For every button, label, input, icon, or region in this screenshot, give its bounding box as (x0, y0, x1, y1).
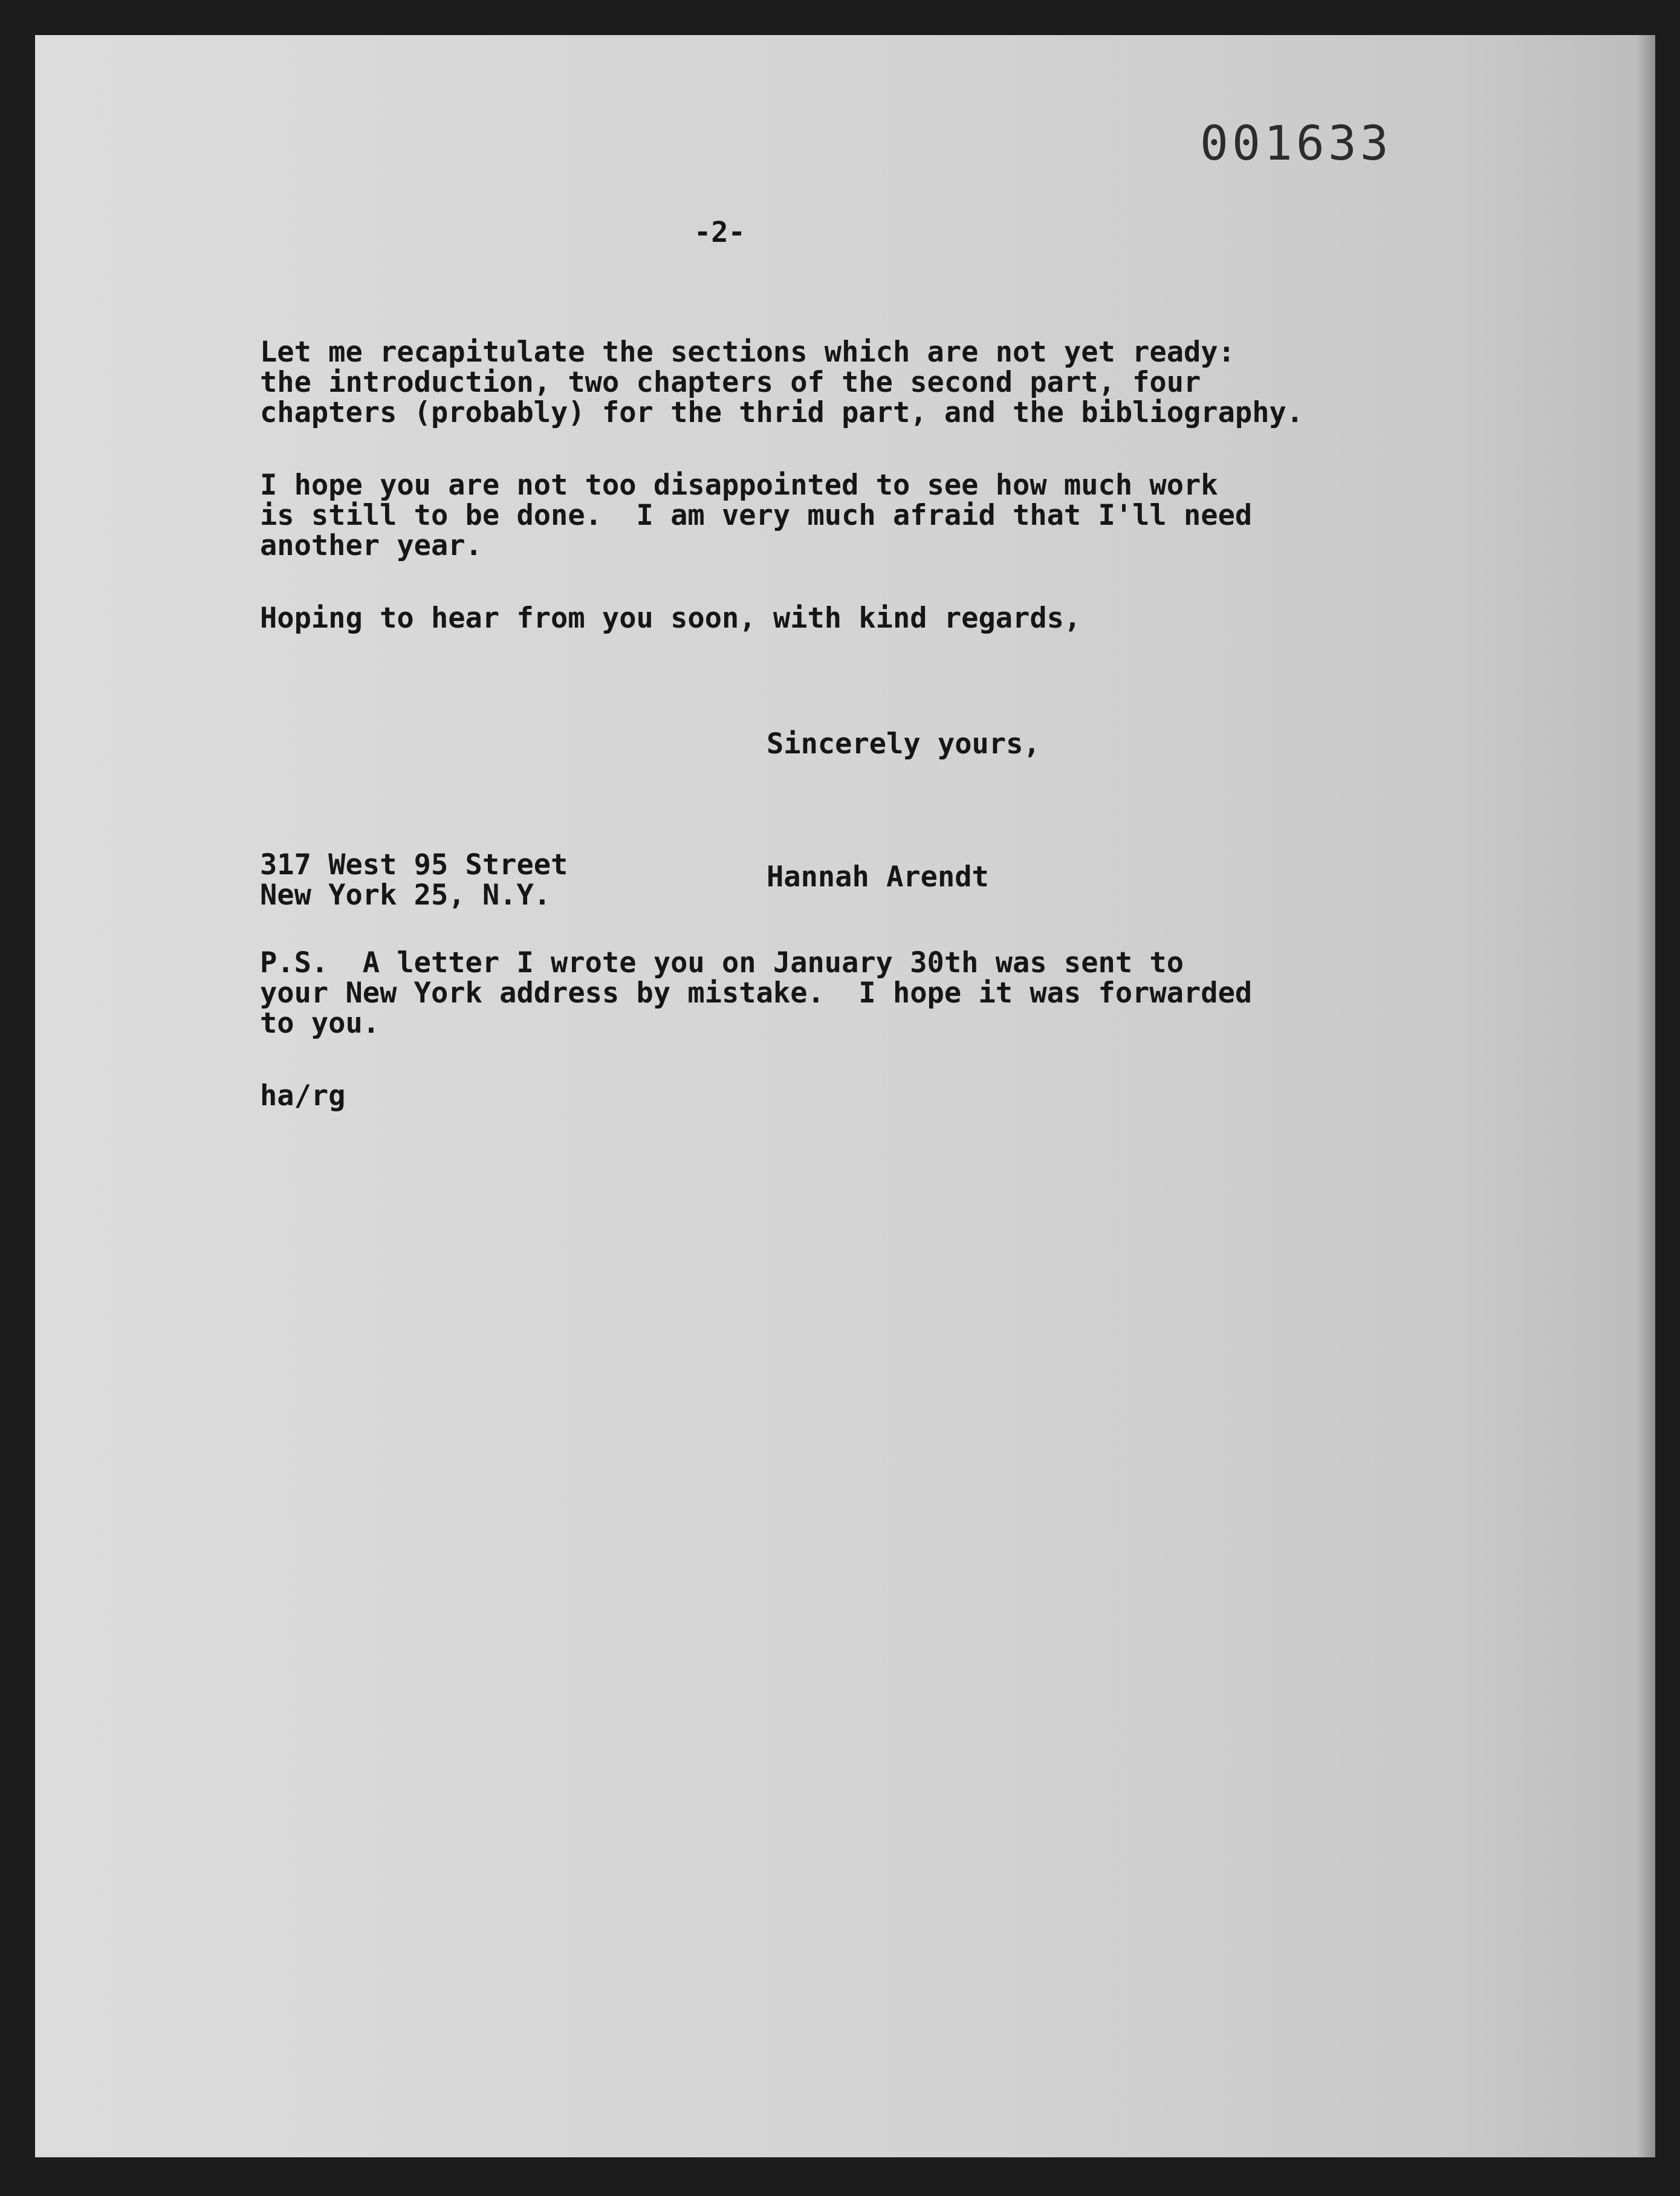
paragraph-regards: Hoping to hear from you soon, with kind regards, (260, 602, 1082, 635)
paragraph-recapitulation: Let me recapitulate the sections which are not yet ready: the introduction, two chapters of the second part, four chapters (probably) for the thrid part, and the bibliography. (260, 336, 1304, 429)
postscript: P.S. A letter I wrote you on January 30th was sent to your New York address by mistake. I hope it was forwarded to you. (260, 946, 1253, 1040)
typist-initials: ha/rg (260, 1079, 346, 1113)
page-number: -2- (694, 216, 745, 249)
page-edge-shadow (1638, 35, 1655, 2157)
paragraph-more-work: I hope you are not too disappointed to see how much work is still to be done. I am very much afraid that I'll need another year. (260, 469, 1253, 562)
signature-name: Hannah Arendt (767, 860, 989, 894)
archive-number: 001633 (1200, 117, 1392, 171)
sender-address: 317 West 95 Street New York 25, N.Y. (260, 848, 568, 912)
closing-line: Sincerely yours, (767, 727, 1040, 761)
